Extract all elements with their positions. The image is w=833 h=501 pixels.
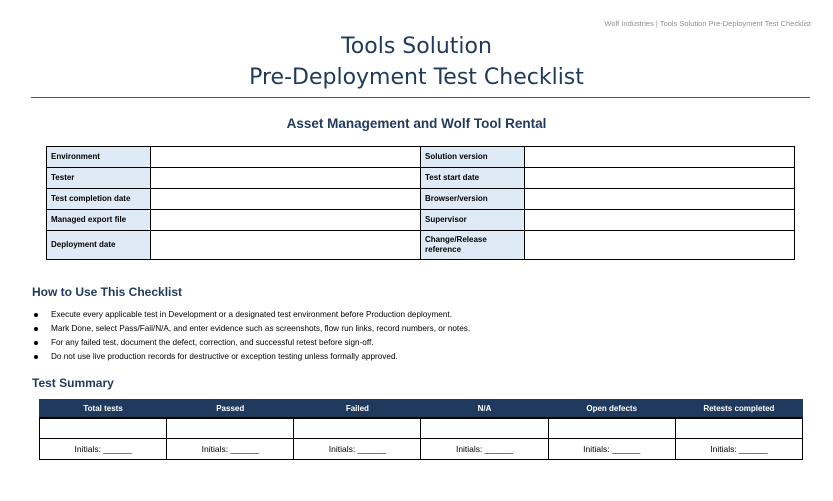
field-managed-export-file[interactable]	[151, 210, 421, 231]
summary-value-row	[40, 418, 803, 439]
test-summary-heading: Test Summary	[32, 376, 114, 390]
label-managed-export-file: Managed export file	[47, 210, 151, 231]
info-row-completion	[47, 189, 795, 210]
label-tester: Tester	[47, 168, 151, 189]
title-divider	[31, 97, 810, 98]
how-to-list	[31, 308, 470, 364]
field-solution-version[interactable]	[525, 147, 795, 168]
how-to-item: Execute every applicable test in Development or a designated test environment before Production deployment.	[31, 308, 470, 322]
document-subtitle: Asset Management and Wolf Tool Rental	[286, 116, 547, 131]
value-retests-completed[interactable]	[675, 418, 802, 439]
label-test-completion-date: Test completion date	[47, 189, 151, 210]
value-passed[interactable]	[167, 418, 294, 439]
how-to-item: For any failed test, document the defect, correction, and successful retest before sign-off.	[31, 336, 470, 350]
info-row-tester	[47, 168, 795, 189]
col-na: N/A	[421, 400, 548, 419]
summary-header-row	[40, 400, 803, 419]
initials-passed[interactable]: Initials: ______	[167, 439, 294, 460]
label-supervisor: Supervisor	[421, 210, 525, 231]
info-row-export	[47, 210, 795, 231]
label-solution-version: Solution version	[421, 147, 525, 168]
field-environment[interactable]	[151, 147, 421, 168]
info-table	[46, 146, 795, 260]
page-header-text: Wolf Industries | Tools Solution Pre-Deployment Test Checklist	[604, 19, 811, 28]
test-summary-table	[39, 399, 803, 460]
value-failed[interactable]	[294, 418, 421, 439]
col-retests-completed: Retests completed	[675, 400, 802, 419]
document-title	[0, 31, 833, 93]
value-open-defects[interactable]	[548, 418, 675, 439]
label-change-release-reference: Change/Release reference	[421, 231, 525, 260]
title-line-1: Tools Solution	[341, 34, 492, 59]
info-row-deployment	[47, 231, 795, 260]
initials-failed[interactable]: Initials: ______	[294, 439, 421, 460]
title-line-2: Pre-Deployment Test Checklist	[249, 65, 584, 90]
summary-initials-row	[40, 439, 803, 460]
label-test-start-date: Test start date	[421, 168, 525, 189]
info-row-environment	[47, 147, 795, 168]
how-to-item: Do not use live production records for destructive or exception testing unless formally approved.	[31, 350, 470, 364]
how-to-item: Mark Done, select Pass/Fail/N/A, and enter evidence such as screenshots, flow run links, record numbers, or notes.	[31, 322, 470, 336]
value-na[interactable]	[421, 418, 548, 439]
field-supervisor[interactable]	[525, 210, 795, 231]
field-test-start-date[interactable]	[525, 168, 795, 189]
field-tester[interactable]	[151, 168, 421, 189]
initials-open-defects[interactable]: Initials: ______	[548, 439, 675, 460]
field-change-release-reference[interactable]	[525, 231, 795, 260]
col-total-tests: Total tests	[40, 400, 167, 419]
initials-retests-completed[interactable]: Initials: ______	[675, 439, 802, 460]
initials-total-tests[interactable]: Initials: ______	[40, 439, 167, 460]
label-environment: Environment	[47, 147, 151, 168]
value-total-tests[interactable]	[40, 418, 167, 439]
col-passed: Passed	[167, 400, 294, 419]
how-to-heading: How to Use This Checklist	[32, 285, 183, 299]
field-deployment-date[interactable]	[151, 231, 421, 260]
field-browser-version[interactable]	[525, 189, 795, 210]
label-deployment-date: Deployment date	[47, 231, 151, 260]
initials-na[interactable]: Initials: ______	[421, 439, 548, 460]
col-failed: Failed	[294, 400, 421, 419]
field-test-completion-date[interactable]	[151, 189, 421, 210]
col-open-defects: Open defects	[548, 400, 675, 419]
label-browser-version: Browser/version	[421, 189, 525, 210]
